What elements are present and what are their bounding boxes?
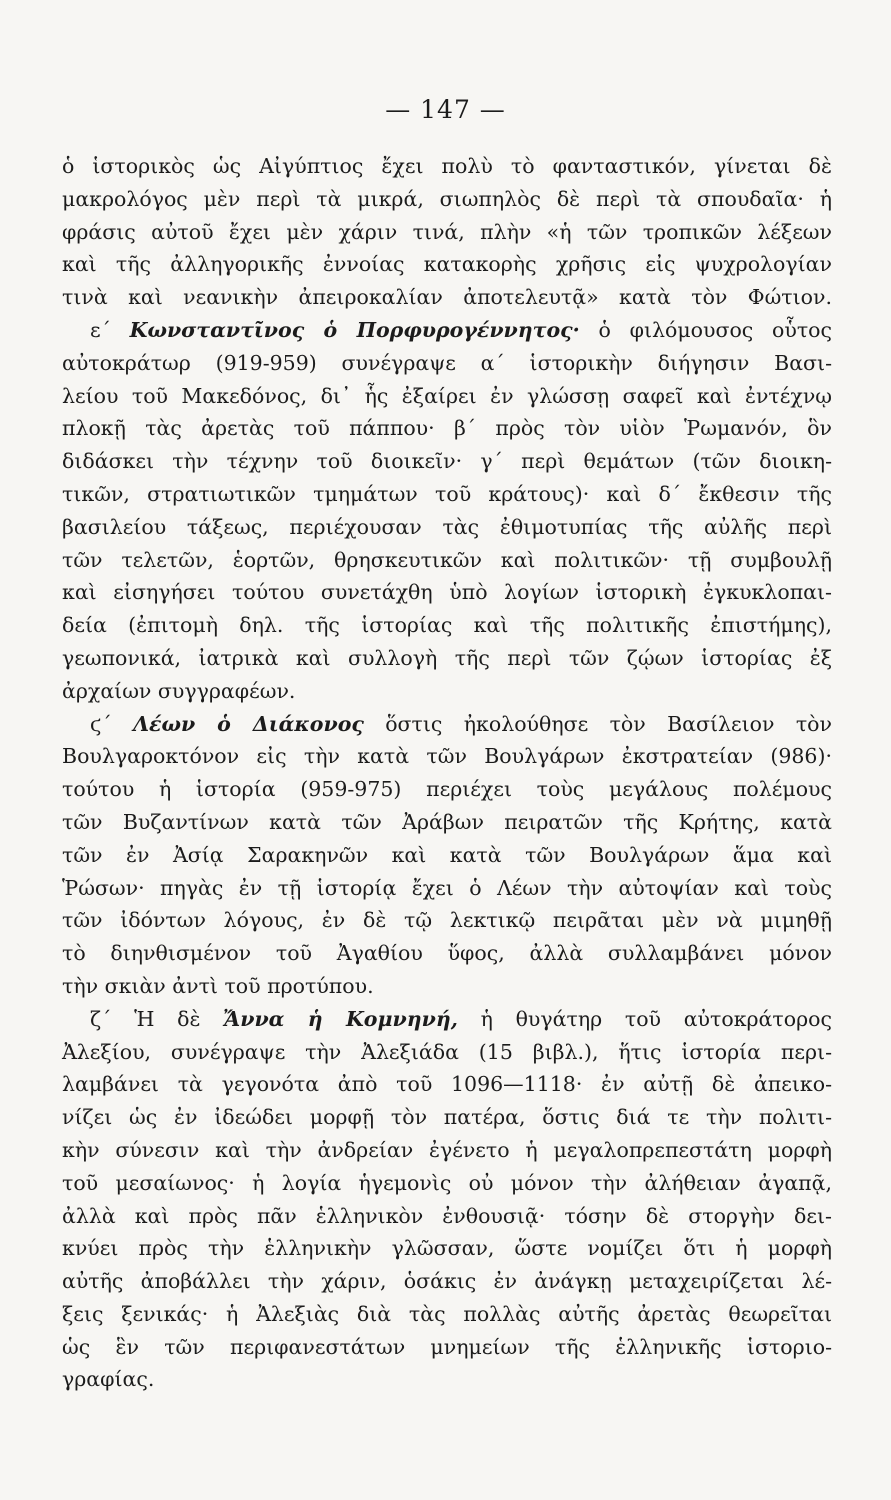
text-line: τούτου ἡ ἱστορία (959-975) περιέχει τοὺς μεγάλους πολέμους	[62, 777, 832, 802]
text-line: ξεις ξενικάς· ἡ Ἀλεξιὰς διὰ τὰς πολλὰς αὐτῆς ἀρετὰς θεωρεῖται	[62, 1301, 832, 1326]
heading-pre: Ἡ δὲ	[134, 1006, 201, 1031]
text-line: τοῦ μεσαίωνος· ἡ λογία ἡγεμονὶς οὐ μόνον τὴν ἀλήθειαν ἀγαπᾷ,	[62, 1170, 832, 1195]
author-name: Ἄννα ἡ Κομνηνή,	[223, 1006, 458, 1031]
text-line: τῶν ἰδόντων λόγους, ἐν δὲ τῷ λεκτικῷ πειρᾶται μὲν νὰ μιμηθῇ	[62, 908, 832, 933]
section-heading-line	[62, 314, 832, 347]
text-line: τῶν τελετῶν, ἑορτῶν, θρησκευτικῶν καὶ πολιτικῶν· τῇ συμβουλῇ	[62, 547, 832, 572]
section-heading-line	[62, 708, 832, 741]
text-line: ὁ ἱστορικὸς ὡς Αἰγύπτιος ἔχει πολὺ τὸ φανταστικόν, γίνεται δὲ	[62, 154, 832, 178]
text-line: ἀλλὰ καὶ πρὸς πᾶν ἑλληνικὸν ἐνθουσιᾷ· τόσην δὲ στοργὴν δει-	[62, 1203, 832, 1228]
text-line: νίζει ὡς ἐν ἰδεώδει μορφῇ τὸν πατέρα, ὅστις διά τε τὴν πολιτι-	[62, 1105, 832, 1130]
section-heading-line	[62, 1003, 832, 1036]
text-line: καὶ εἰσηγήσει τούτου συνετάχθη ὑπὸ λογίων ἱστορικὴ ἐγκυκλοπαι-	[62, 580, 832, 605]
text-line: γραφίας.	[62, 1367, 155, 1392]
text-line: τικῶν, στρατιωτικῶν τμημάτων τοῦ κράτους)· καὶ δ´ ἔκθεσιν τῆς	[62, 481, 832, 506]
author-name: Κωνσταντῖνος ὁ Πορφυρογέννητος·	[129, 317, 580, 342]
text-line: λαμβάνει τὰ γεγονότα ἀπὸ τοῦ 1096—1118· ἐν αὐτῇ δὲ ἀπεικο-	[62, 1072, 832, 1097]
text-line: κνύει πρὸς τὴν ἑλληνικὴν γλῶσσαν, ὥστε νομίζει ὅτι ἡ μορφὴ	[62, 1236, 832, 1261]
text-line: αὐτοκράτωρ (919-959) συνέγραψε α´ ἱστορικὴν διήγησιν Βασι-	[62, 350, 832, 375]
text-line: βασιλείου τάξεως, περιέχουσαν τὰς ἐθιμοτυπίας τῆς αὐλῆς περὶ	[62, 514, 832, 539]
text-line: ὡς ἓν τῶν περιφανεστάτων μνημείων τῆς ἑλληνικῆς ἱστοριο-	[62, 1334, 832, 1359]
text-line: λείου τοῦ Μακεδόνος, δι᾽ ἧς ἐξαίρει ἐν γλώσσῃ σαφεῖ καὶ ἐντέχνῳ	[62, 383, 832, 408]
text-line: αὐτῆς ἀποβάλλει τὴν χάριν, ὁσάκις ἐν ἀνάγκῃ μεταχειρίζεται λέ-	[62, 1269, 832, 1294]
text-line: τῶν ἐν Ἀσίᾳ Σαρακηνῶν καὶ κατὰ τῶν Βουλγάρων ἅμα καὶ	[62, 842, 832, 867]
text-line: καὶ τῆς ἀλληγορικῆς ἐννοίας κατακορὴς χρῆσις εἰς ψυχρολογίαν	[62, 252, 832, 277]
heading-rest: ὅστις ἠκολούθησε τὸν Βασίλειον τὸν	[385, 711, 832, 736]
section-number: ζ´	[90, 1006, 112, 1031]
text-line: Βουλγαροκτόνον εἰς τὴν κατὰ τῶν Βουλγάρων ἐκστρατείαν (986)·	[62, 744, 832, 769]
text-line: τινὰ καὶ νεανικὴν ἀπειροκαλίαν ἀποτελευτᾷ» κατὰ τὸν Φώτιον.	[62, 285, 832, 310]
author-name: Λέων ὁ Διάκονος	[133, 711, 364, 736]
section-number: ϛ´	[90, 711, 112, 736]
text-line: γεωπονικά, ἰατρικὰ καὶ συλλογὴ τῆς περὶ τῶν ζῴων ἱστορίας ἐξ	[62, 645, 832, 670]
text-line: τὴν σκιὰν ἀντὶ τοῦ προτύπου.	[62, 973, 374, 998]
text-line: δεία (ἐπιτομὴ δηλ. τῆς ἱστορίας καὶ τῆς πολιτικῆς ἐπιστήμης),	[62, 613, 832, 638]
section-number: ε´	[90, 317, 111, 342]
page-body-text	[62, 150, 832, 1396]
text-line: πλοκῇ τὰς ἀρετὰς τοῦ πάππου· β´ πρὸς τὸν υἱὸν Ῥωμανόν, ὃν	[62, 416, 832, 441]
text-line: τῶν Βυζαντίνων κατὰ τῶν Ἀράβων πειρατῶν τῆς Κρήτης, κατὰ	[62, 809, 832, 834]
text-line: ἀρχαίων συγγραφέων.	[62, 678, 296, 703]
heading-rest: ἡ θυγάτηρ τοῦ αὐτοκράτορος	[480, 1006, 832, 1031]
text-line: κὴν σύνεσιν καὶ τὴν ἀνδρείαν ἐγένετο ἡ μεγαλοπρεπεστάτη μορφὴ	[62, 1137, 832, 1162]
text-line: φράσις αὐτοῦ ἔχει μὲν χάριν τινά, πλὴν «ἡ τῶν τροπικῶν λέξεων	[62, 219, 832, 244]
text-line: Ἀλεξίου, συνέγραψε τὴν Ἀλεξιάδα (15 βιβλ.), ἥτις ἱστορία περι-	[62, 1039, 832, 1064]
text-line: μακρολόγος μὲν περὶ τὰ μικρά, σιωπηλὸς δὲ περὶ τὰ σπουδαῖα· ἡ	[62, 186, 832, 211]
text-line: διδάσκει τὴν τέχνην τοῦ διοικεῖν· γ´ περὶ θεμάτων (τῶν διοικη-	[62, 449, 832, 474]
text-line: τὸ διηνθισμένον τοῦ Ἀγαθίου ὕφος, ἀλλὰ συλλαμβάνει μόνον	[62, 941, 832, 966]
page-number: — 147 —	[385, 95, 506, 124]
heading-rest: ὁ φιλόμουσος οὗτος	[598, 317, 832, 342]
text-line: Ῥώσων· πηγὰς ἐν τῇ ἱστορίᾳ ἔχει ὁ Λέων τὴν αὐτοψίαν καὶ τοὺς	[62, 875, 832, 900]
